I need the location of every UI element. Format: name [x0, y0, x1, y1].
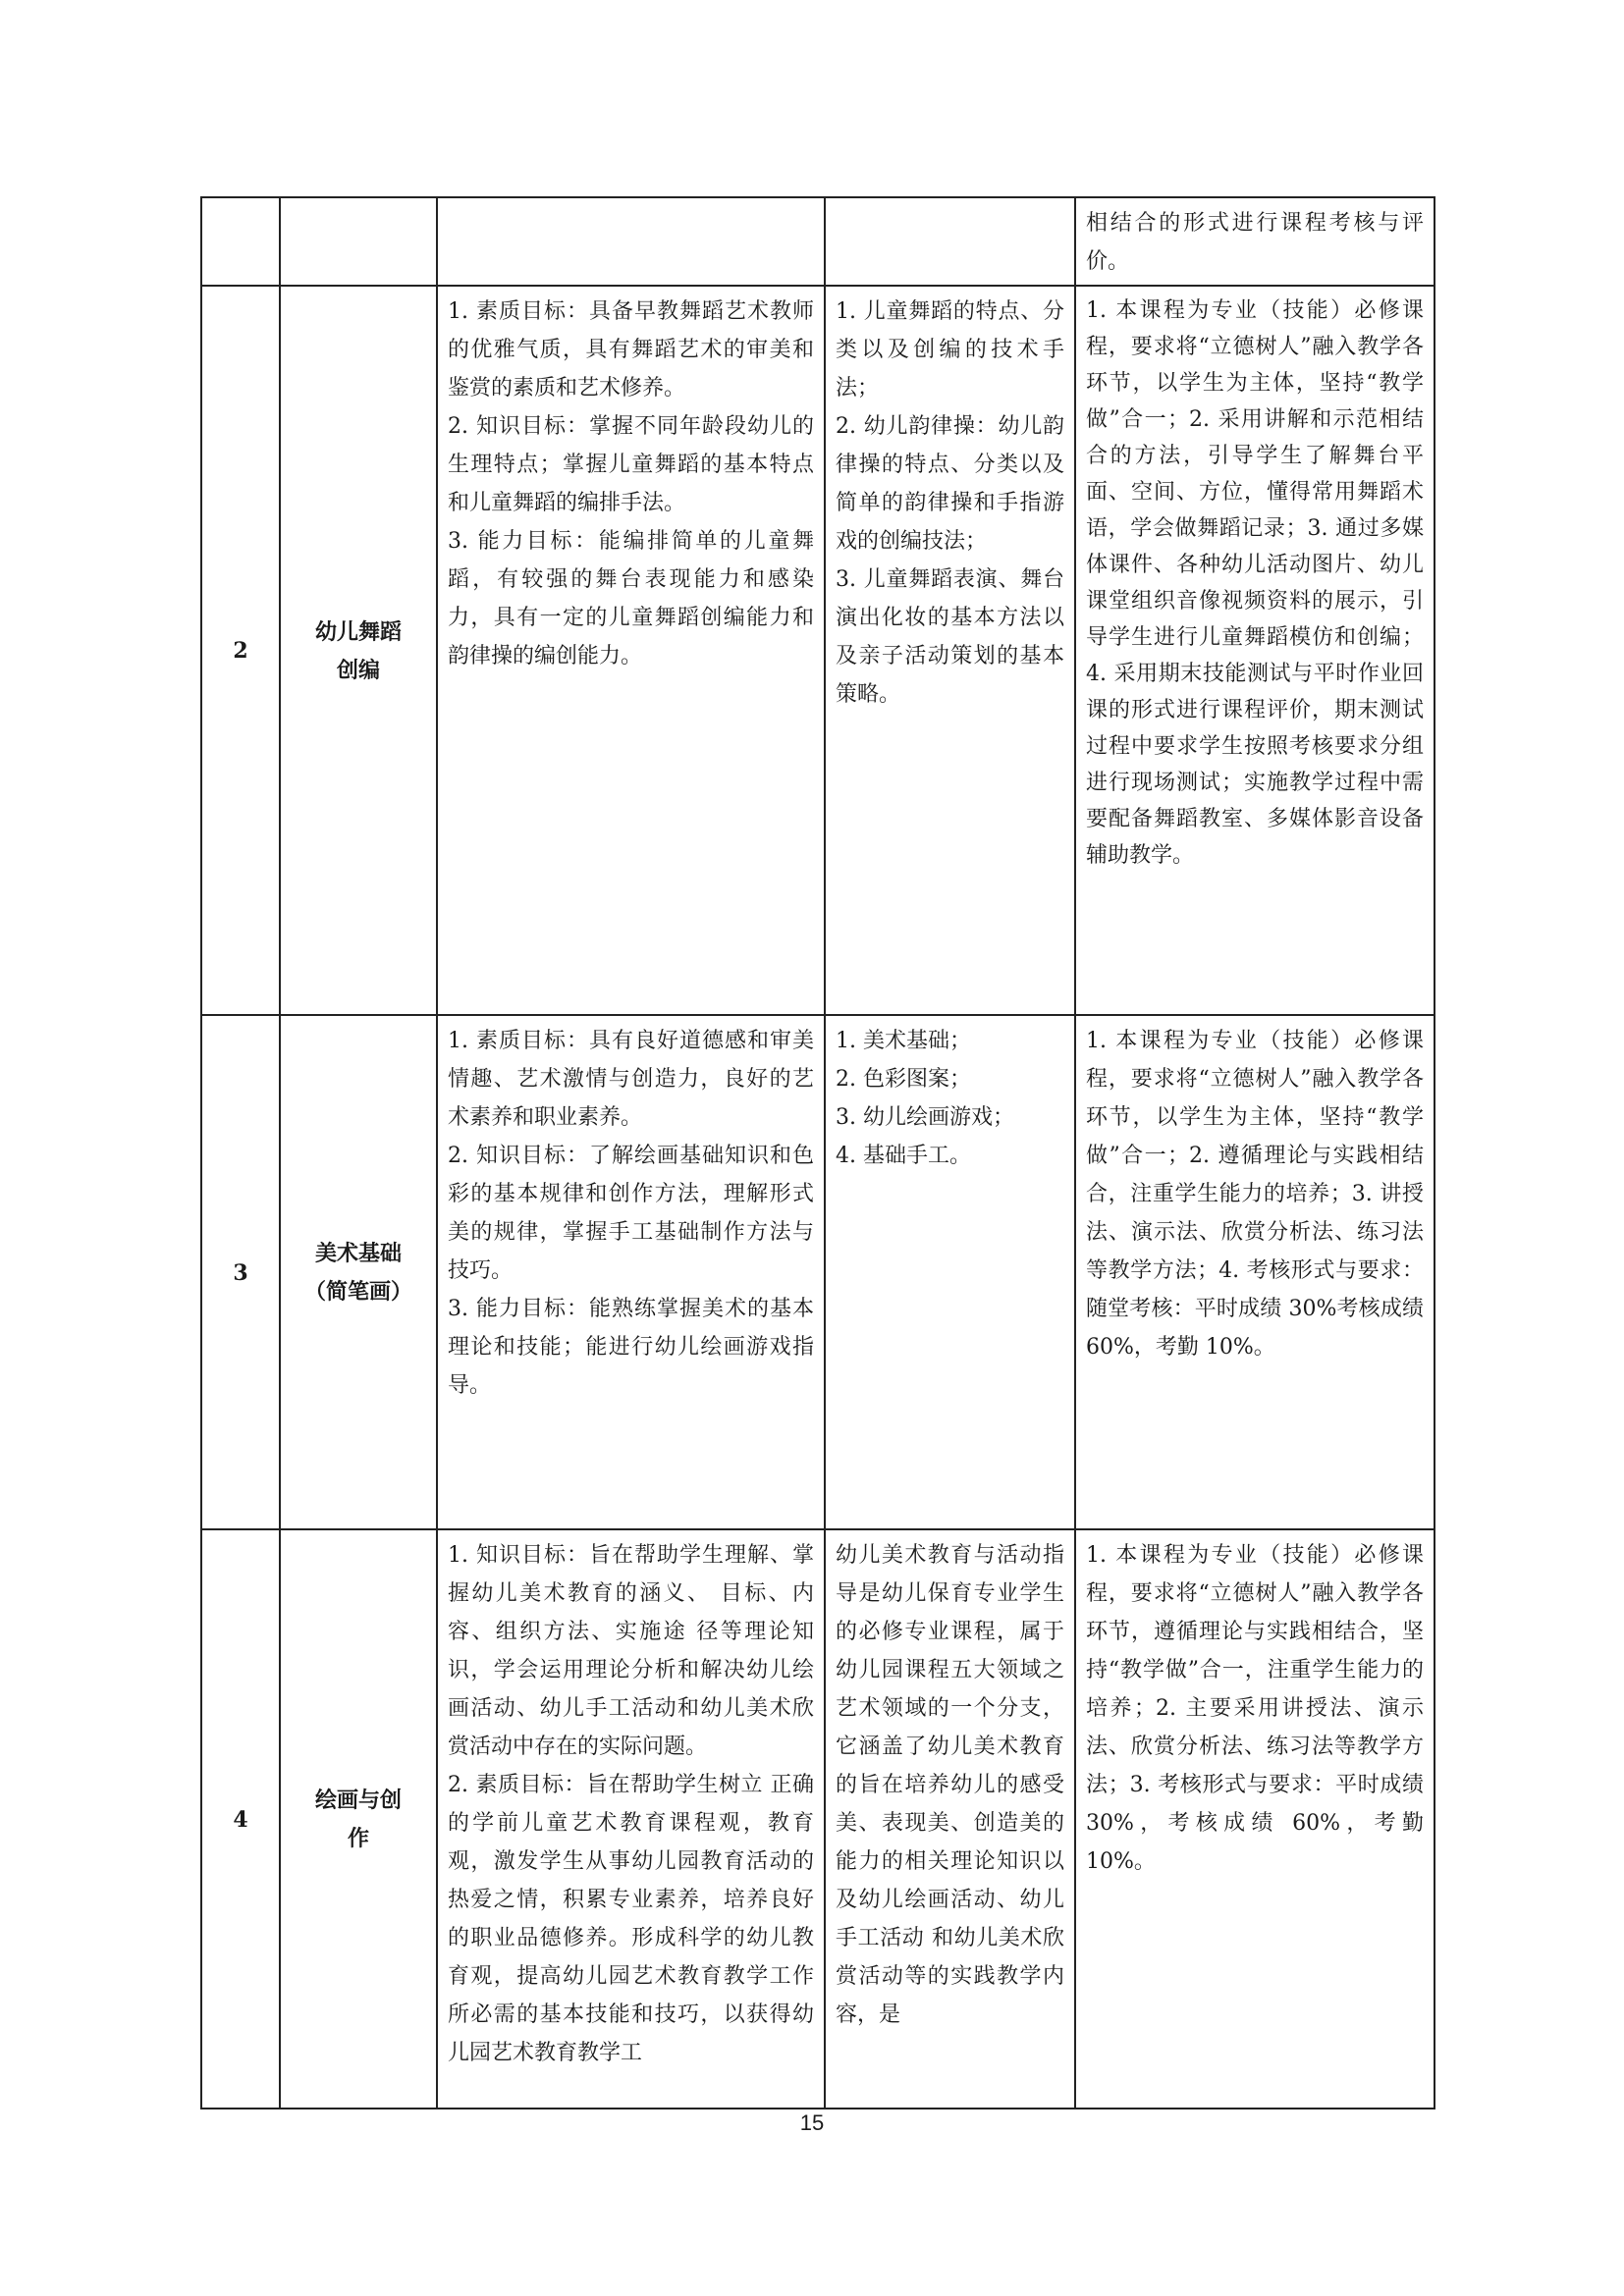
course-name-cell [280, 1529, 437, 2109]
goal-text: 1. 素质目标：具备早教舞蹈艺术教师的优雅气质，具有舞蹈艺术的审美和鉴赏的素质和艺术修养。 [448, 299, 814, 400]
course-name-line: 作 [347, 1827, 369, 1851]
course-content-cell [825, 286, 1075, 1015]
course-content-cell [825, 197, 1075, 286]
goal-text: 1. 素质目标：具有良好道德感和审美情趣、艺术激情与创造力，良好的艺术素养和职业素养。 [448, 1029, 814, 1130]
goal-text: 2. 知识目标：了解绘画基础知识和色彩的基本规律和创作方法，理解形式美的规律，掌握手工基础制作方法与技巧。 [448, 1144, 814, 1283]
course-name-cell [280, 197, 437, 286]
content-text: 4. 基础手工。 [836, 1144, 971, 1168]
content-text: 幼儿美术教育与活动指导是幼儿保育专业学生的必修专业课程，属于幼儿园课程五大领域之艺术领域的一个分支，它涵盖了幼儿美术教育的旨在培养幼儿的感受美、表现美、创造美的能力的相关理论知识以及幼儿绘画活动、幼儿手工活动 和幼儿美术欣赏活动等的实践教学内 容，是 [836, 1543, 1064, 2027]
content-text: 3. 儿童舞蹈表演、舞台演出化妆的基本方法以及亲子活动策划的基本策略。 [836, 567, 1064, 707]
goal-text: 3. 能力目标：能编排简单的儿童舞蹈，有较强的舞台表现能力和感染力，具有一定的儿童舞蹈创编能力和韵律操的编创能力。 [448, 529, 814, 668]
course-content-cell [825, 1529, 1075, 2109]
course-goals-cell [437, 1015, 825, 1529]
content-text: 3. 幼儿绘画游戏； [836, 1105, 1014, 1130]
content-text: 2. 幼儿韵律操：幼儿韵律操的特点、分类以及简单的韵律操和手指游戏的创编技法； [836, 414, 1064, 554]
requirement-text: 1. 本课程为专业（技能）必修课程，要求将“立德树人”融入教学各环节，以学生为主体，坚持“教学做”合一；2. 采用讲解和示范相结合的方法，引导学生了解舞台平面、空间、方位，懂得常用舞蹈术语，学会做舞蹈记录；3. 通过多媒体课件、各种幼儿活动图片、幼儿课堂组织音像视频资料的展示，引导学生进行儿童舞蹈模仿和创编；4. 采用期末技能测试与平时作业回课的形式进行课程评价，期末测试过程中要求学生按照考核要求分组进行现场测试；实施教学过程中需要配备舞蹈教室、多媒体影音设备辅助教学。 [1086, 298, 1424, 868]
table-row [201, 197, 1435, 286]
table-row [201, 1015, 1435, 1529]
course-requirements-cell [1075, 1015, 1435, 1529]
course-number: 2 [233, 638, 248, 664]
course-goals-cell [437, 1529, 825, 2109]
course-table [200, 196, 1435, 2109]
course-number: 4 [233, 1806, 248, 1833]
requirement-text: 1. 本课程为专业（技能）必修课程，要求将“立德树人”融入教学各环节，遵循理论与实践相结合，坚持“教学做”合一，注重学生能力的培养；2. 主要采用讲授法、演示法、欣赏分析法、练习法等教学方法；3. 考核形式与要求：平时成绩 30%，考核成绩 60%，考勤 10%。 [1086, 1543, 1424, 1874]
goal-text: 2. 知识目标：掌握不同年龄段幼儿的生理特点；掌握儿童舞蹈的基本特点和儿童舞蹈的编排手法。 [448, 414, 814, 515]
course-name-line: 美术基础 [314, 1242, 402, 1266]
course-name-line: （简笔画） [303, 1280, 412, 1305]
requirement-text: 1. 本课程为专业（技能）必修课程，要求将“立德树人”融入教学各环节，以学生为主体，坚持“教学做”合一；2. 遵循理论与实践相结合，注重学生能力的培养；3. 讲授法、演示法、欣赏分析法、练习法等教学方法；4. 考核形式与要求：随堂考核：平时成绩 30%考核成绩 60%，考勤 10%。 [1086, 1029, 1424, 1360]
course-requirements-cell [1075, 286, 1435, 1015]
course-name-line: 绘画与创 [314, 1789, 402, 1813]
content-text: 1. 美术基础； [836, 1029, 971, 1053]
table-row [201, 286, 1435, 1015]
course-requirements-cell [1075, 197, 1435, 286]
course-number-cell [201, 197, 280, 286]
course-number-cell [201, 286, 280, 1015]
goal-text: 1. 知识目标：旨在帮助学生理解、掌握幼儿美术教育的涵义、 目标、内容、组织方法、实施途 径等理论知识，学会运用理论分析和解决幼儿绘画活动、幼儿手工活动和幼儿美术欣赏活动中存在的实际问题。 [448, 1543, 814, 1759]
table-row [201, 1529, 1435, 2109]
course-goals-cell [437, 286, 825, 1015]
course-number-cell [201, 1015, 280, 1529]
course-name-cell [280, 1015, 437, 1529]
content-text: 1. 儿童舞蹈的特点、分类以及创编的技术手法； [836, 299, 1064, 400]
goal-text: 3. 能力目标：能熟练掌握美术的基本理论和技能；能进行幼儿绘画游戏指导。 [448, 1297, 814, 1398]
course-name-line: 创编 [336, 658, 380, 683]
requirement-text: 相结合的形式进行课程考核与评价。 [1086, 211, 1424, 274]
page-number: 15 [799, 2110, 825, 2135]
course-requirements-cell [1075, 1529, 1435, 2109]
course-number: 3 [233, 1259, 248, 1286]
course-goals-cell [437, 197, 825, 286]
course-number-cell [201, 1529, 280, 2109]
course-content-cell [825, 1015, 1075, 1529]
course-name-line: 幼儿舞蹈 [314, 619, 402, 645]
goal-text: 2. 素质目标：旨在帮助学生树立 正确的学前儿童艺术教育课程观，教育观，激发学生从事幼儿园教育活动的热爱之情，积累专业素养，培养良好的职业品德修养。形成科学的幼儿教育观，提高幼儿园艺术教育教学工作所必需的基本技能和技巧，以获得幼儿园艺术教育教学工 [448, 1773, 814, 2065]
course-name-cell [280, 286, 437, 1015]
content-text: 2. 色彩图案； [836, 1067, 971, 1092]
